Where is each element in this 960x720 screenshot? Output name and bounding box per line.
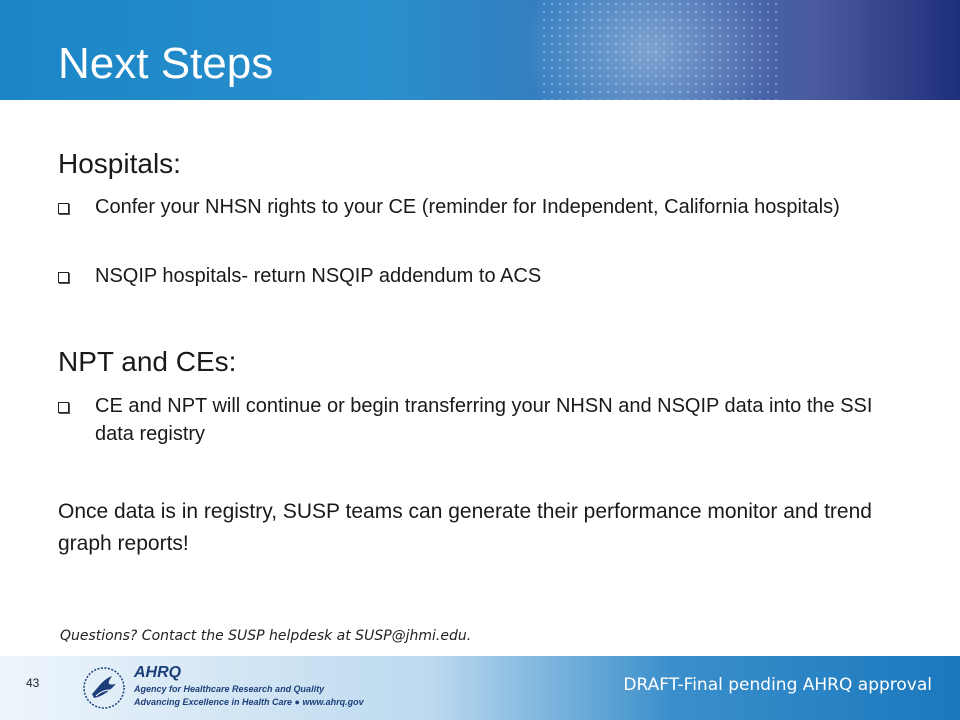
square-bullet-icon (58, 272, 69, 283)
contact-line: Questions? Contact the SUSP helpdesk at SUSP@jhmi.edu. (60, 628, 472, 644)
draft-notice: DRAFT-Final pending AHRQ approval (623, 675, 932, 695)
closing-paragraph: Once data is in registry, SUSP teams can generate their performance monitor and trend graph reports! (58, 500, 872, 555)
ahrq-wordmark: AHRQ (134, 664, 182, 681)
hhs-eagle-seal-icon (82, 666, 126, 710)
slide-title: Next Steps (58, 39, 274, 88)
agency-name: Agency for Healthcare Research and Quality (134, 684, 325, 694)
section-heading-hospitals: Hospitals: (58, 148, 181, 179)
square-bullet-icon (58, 402, 69, 413)
agency-tagline: Advancing Excellence in Health Care ● www.ahrq.gov (134, 697, 364, 707)
bullet-text: NSQIP hospitals- return NSQIP addendum to ACS (95, 265, 542, 287)
section-heading-npt-ces: NPT and CEs: (58, 346, 237, 377)
ahrq-logo (82, 664, 372, 714)
bullet-text: Confer your NHSN rights to your CE (reminder for Independent, California hospitals) (95, 196, 840, 218)
square-bullet-icon (58, 203, 69, 214)
slide-number: 43 (26, 676, 40, 690)
bullet-text: CE and NPT will continue or begin transferring your NHSN and NSQIP data into the SSI data registry (95, 395, 873, 445)
header-dot-pattern (540, 0, 780, 100)
